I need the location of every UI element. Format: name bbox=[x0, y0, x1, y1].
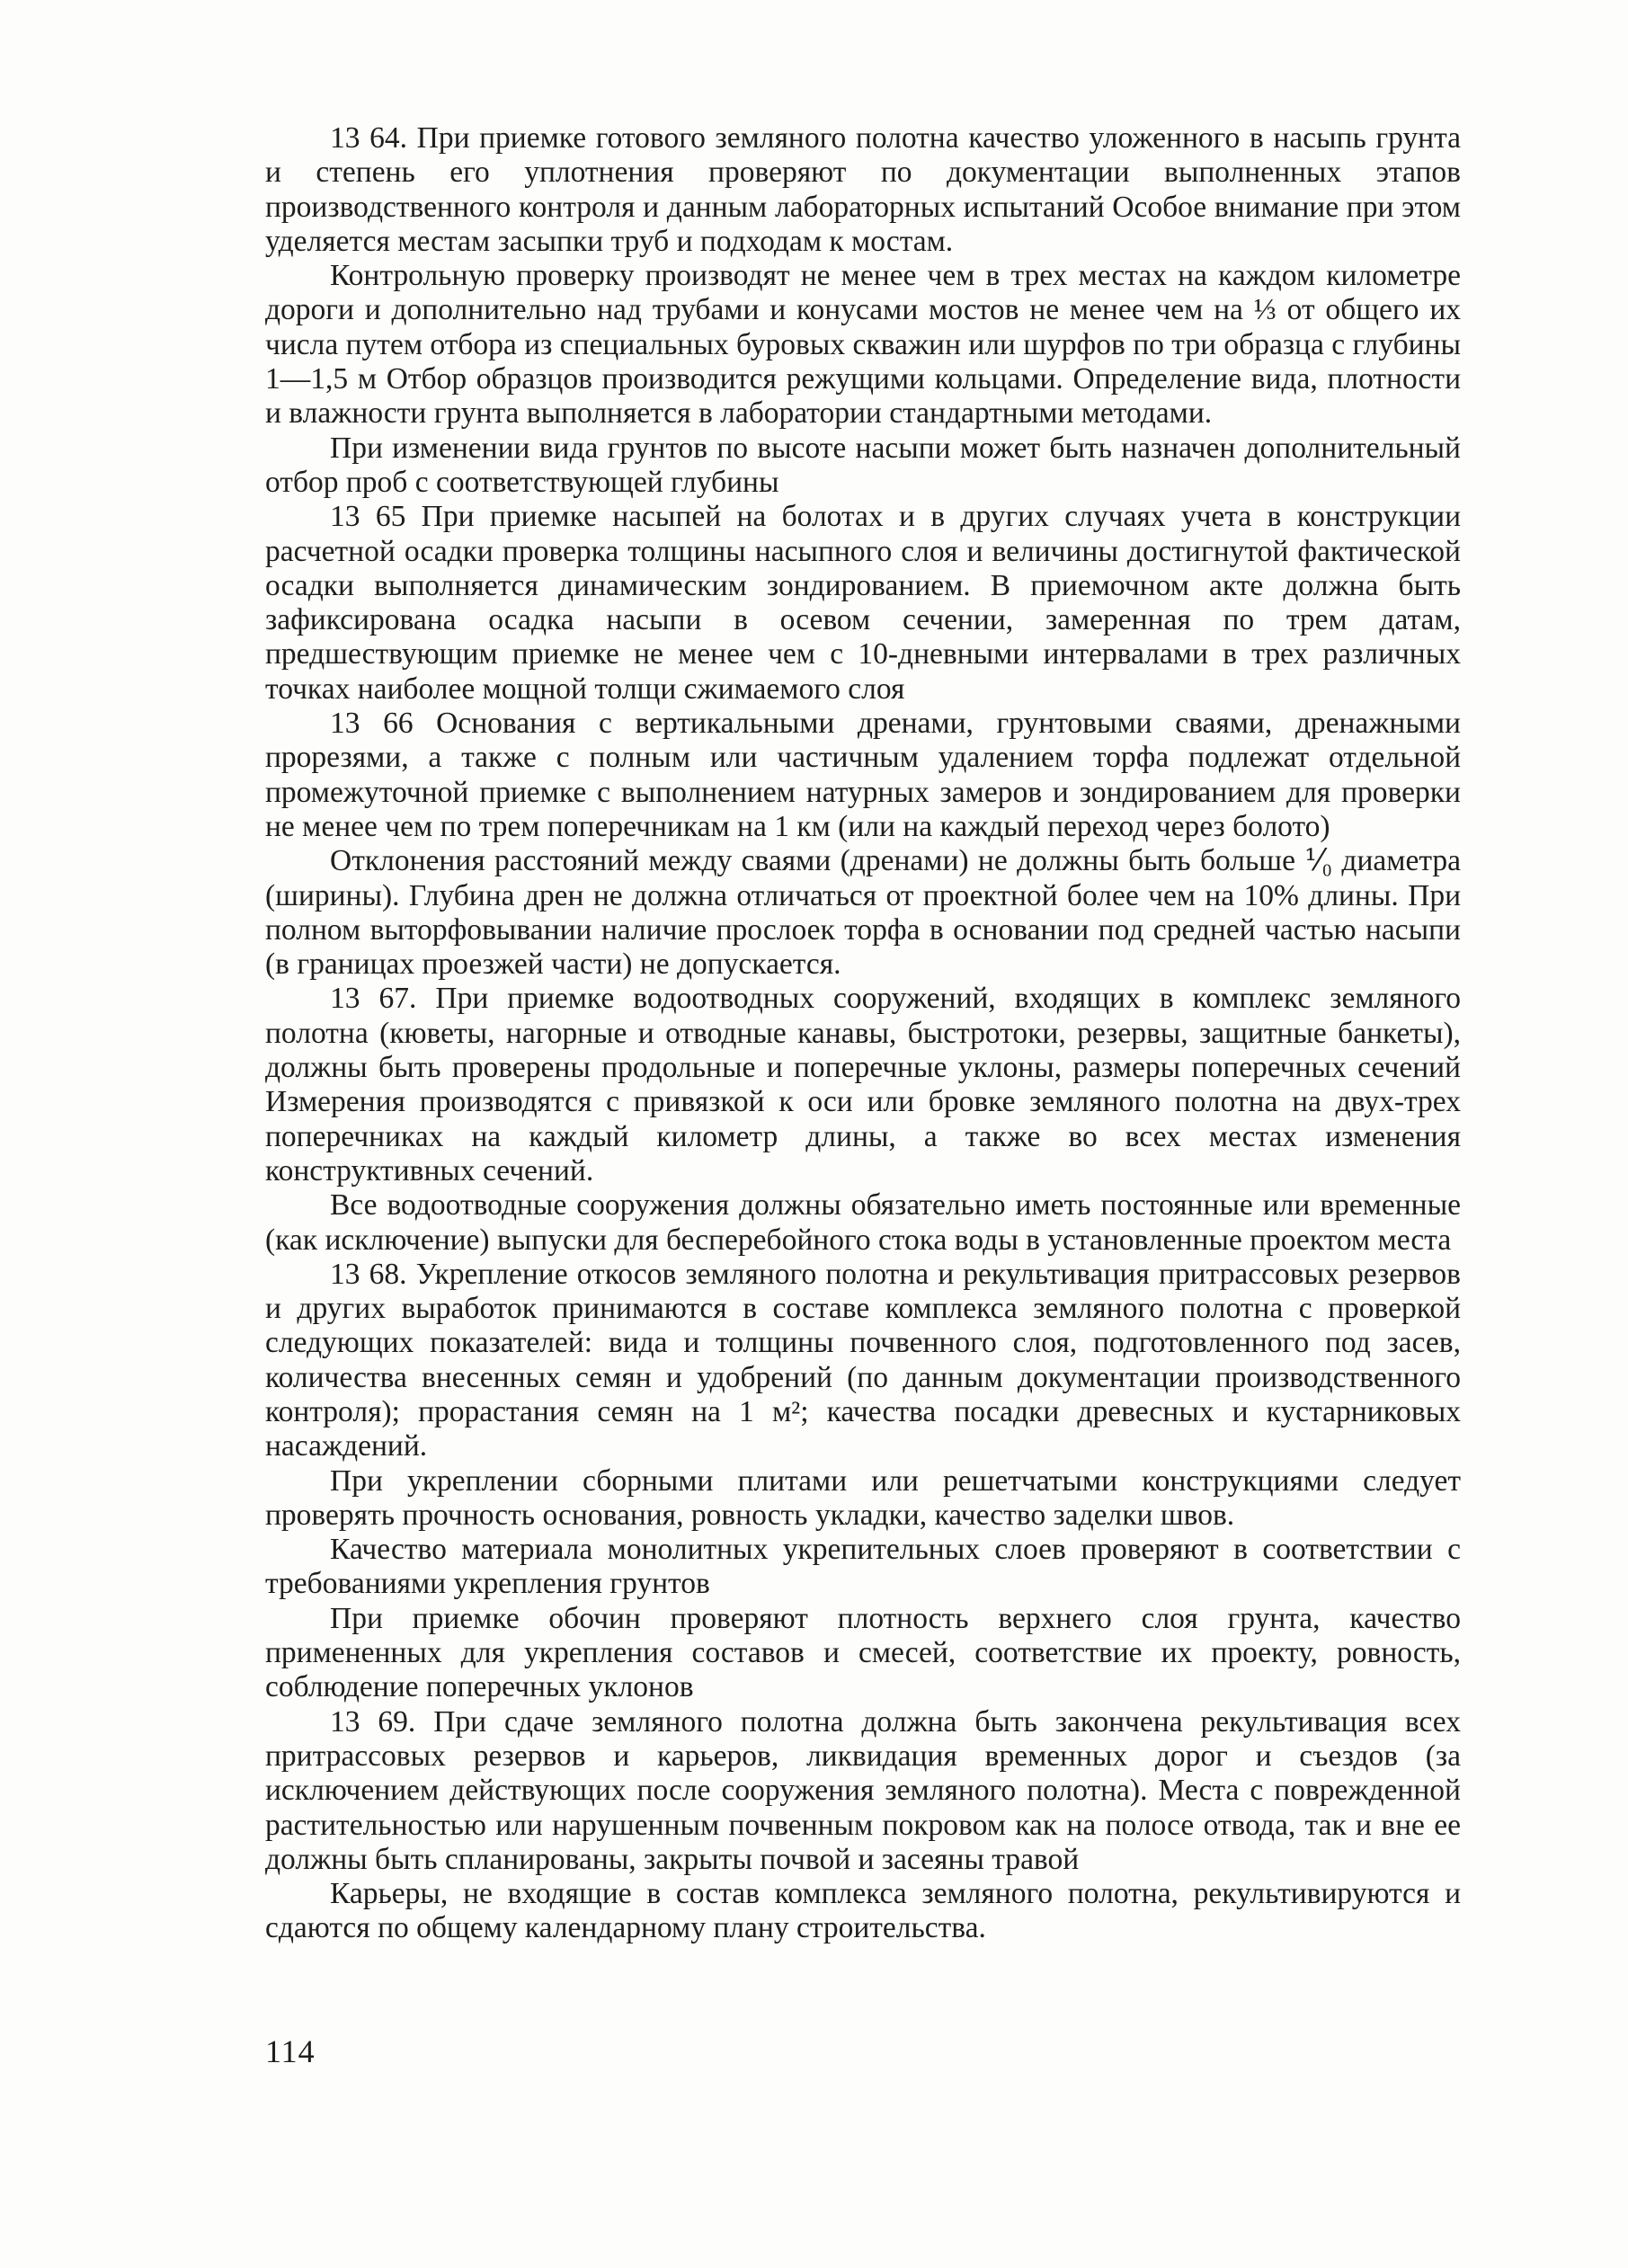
paragraph-pile-deviation: Отклонения расстояний между сваями (дренами) не должны быть больше ⅟₀ диаметра (ширины). Глубина дрен не должна отличаться от проектной более чем на 10% длины. При полном выторфовывании наличие прослоек торфа в основании под средней частью насыпи (в границах проезжей части) не допускается. bbox=[265, 844, 1461, 982]
paragraph-13-67: 13 67. При приемке водоотводных сооружений, входящих в комплекс земляного полотна (кюветы, нагорные и отводные канавы, быстротоки, резервы, защитные банкеты), должны быть проверены продольные и поперечные уклоны, размеры поперечных сечений Измерения производятся с привязкой к оси или бровке земляного полотна на двух-трех поперечниках на каждый километр длины, а также во всех местах изменения конструктивных сечений. bbox=[265, 982, 1461, 1187]
body-text bbox=[265, 121, 1461, 1946]
paragraph-control-check: Контрольную проверку производят не менее чем в трех местах на каждом километре дороги и дополнительно над трубами и конусами мостов не менее чем на ⅓ от общего их числа путем отбора из специальных буровых скважин или шурфов по три образца с глубины 1—1,5 м Отбор образцов производится режущими кольцами. Определение вида, плотности и влажности грунта выполняется в лаборатории стандартными методами. bbox=[265, 259, 1461, 431]
paragraph-13-66: 13 66 Основания с вертикальными дренами, грунтовыми сваями, дренажными прорезями, а также с полным или частичным удалением торфа подлежат отдельной промежуточной приемке с выполнением натурных замеров и зондированием для проверки не менее чем по трем поперечникам на 1 км (или на каждый переход через болото) bbox=[265, 707, 1461, 843]
paragraph-shoulders: При приемке обочин проверяют плотность верхнего слоя грунта, качество примененных для укрепления составов и смесей, соответствие их проекту, ровность, соблюдение поперечных уклонов bbox=[265, 1601, 1461, 1704]
paragraph-soil-change: При изменении вида грунтов по высоте насыпи может быть назначен дополнительный отбор проб с соответствующей глубины bbox=[265, 431, 1461, 499]
paragraph-precast-slabs: При укреплении сборными плитами или решетчатыми конструкциями следует проверять прочность основания, ровность укладки, качество заделки швов. bbox=[265, 1463, 1461, 1532]
page-number: 114 bbox=[265, 2033, 316, 2069]
paragraph-13-65: 13 65 При приемке насыпей на болотах и в других случаях учета в конструкции расчетной осадки проверка толщины насыпного слоя и величины достигнутой фактической осадки выполняется динамическим зондированием. В приемочном акте должна быть зафиксирована осадка насыпи в осевом сечении, замеренная по трем датам, предшествующим приемке не менее чем с 10-дневными интервалами в трех различных точках наиболее мощной толщи сжимаемого слоя bbox=[265, 500, 1461, 706]
paragraph-13-64: 13 64. При приемке готового земляного полотна качество уложенного в насыпь грунта и степень его уплотнения проверяют по документации выполненных этапов производственного контроля и данным лабораторных испытаний Особое внимание при этом уделяется местам засыпки труб и подходам к мостам. bbox=[265, 121, 1461, 258]
paragraph-13-68: 13 68. Укрепление откосов земляного полотна и рекультивация притрассовых резервов и других выработок принимаются в составе комплекса земляного полотна с проверкой следующих показателей: вида и толщины почвенного слоя, подготовленного под засев, количества внесенных семян и удобрений (по данным документации производственного контроля); прорастания семян на 1 м²; качества посадки древесных и кустарниковых насаждений. bbox=[265, 1257, 1461, 1463]
paragraph-13-69: 13 69. При сдаче земляного полотна должна быть закончена рекультивация всех притрассовых резервов и карьеров, ликвидация временных дорог и съездов (за исключением действующих после сооружения земляного полотна). Места с поврежденной растительностью или нарушенным почвенным покровом как на полосе отвода, так и вне ее должны быть спланированы, закрыты почвой и засеяны травой bbox=[265, 1704, 1461, 1876]
paragraph-quarries: Карьеры, не входящие в состав комплекса земляного полотна, рекультивируются и сдаются по общему календарному плану строительства. bbox=[265, 1877, 1461, 1945]
paragraph-drainage-outlets: Все водоотводные сооружения должны обязательно иметь постоянные или временные (как исключение) выпуски для бесперебойного стока воды в установленные проектом места bbox=[265, 1188, 1461, 1257]
paragraph-monolithic-layers: Качество материала монолитных укрепительных слоев проверяют в соответствии с требованиями укрепления грунтов bbox=[265, 1533, 1461, 1601]
